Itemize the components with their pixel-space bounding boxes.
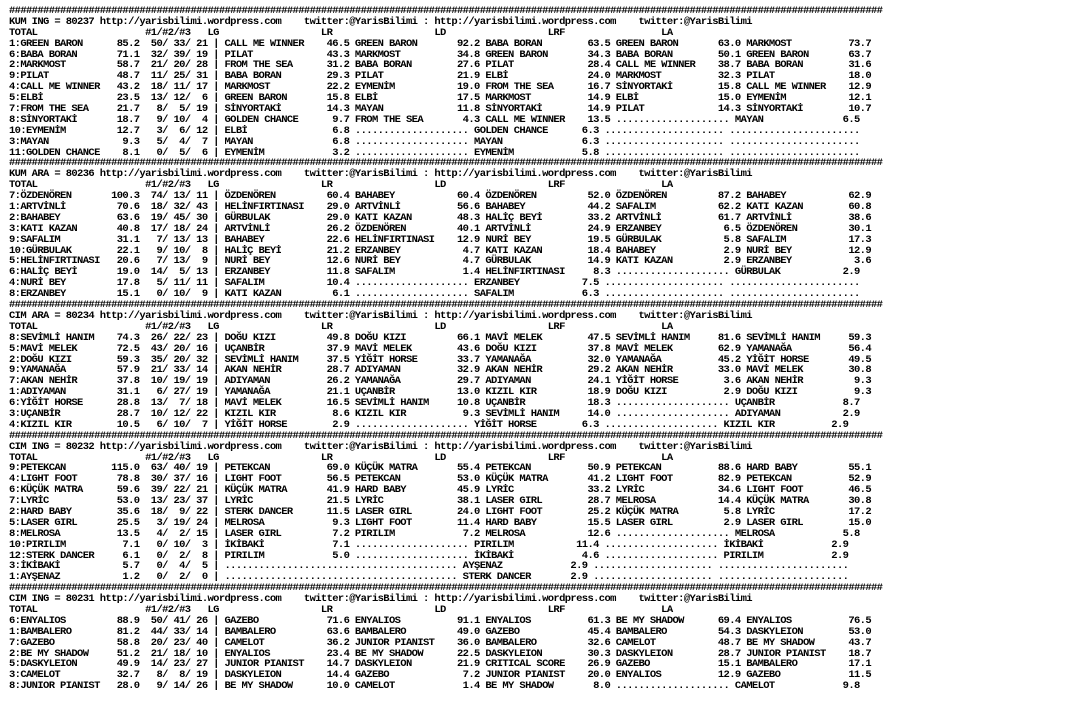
separator-line: ########################################################################################################################################################## — [9, 299, 883, 312]
table-row: 9:PETEKCAN 115.0 63/ 40/ 19 | PETEKCAN 69.0 KÜÇÜK MATRA 55.4 PETEKCAN 50.9 PETEKCAN 88.6 HARD BABY 55.1 — [9, 462, 871, 475]
table-row: 3:CAMELOT 32.7 8/ 8/ 19 | DASKYLEION 14.4 GAZEBO 7.2 JUNIOR PIANIST 20.0 ENYALIOS 12.9 GAZEBO 11.5 — [9, 669, 871, 682]
table-row: 6:YİĞİT HORSE 28.8 13/ 7/ 18 | MAVİ MELEK 16.5 SEVİMLİ HANIM 10.8 UÇANBİR 18.3 .................... UÇANBİR 8.7 — [9, 397, 860, 410]
table-row: CIM ARA = 80234 http://yarisbilimi.wordpress.com twitter:@YarisBilimi : http://yarisbilimi.wordpress.com twitter:@YarisBilimi — [9, 309, 752, 322]
table-row: 2:BAHABEY 63.6 19/ 45/ 30 | GÜRBULAK 29.0 KATI KAZAN 48.3 HALİÇ BEYİ 33.2 ARTVİNLİ 61.7 ARTVİNLİ 38.6 — [9, 211, 871, 224]
table-row: 5:ELBİ 23.5 13/ 12/ 6 | GREEN BARON 15.8 ELBİ 17.5 MARKMOST 14.9 ELBİ 15.0 EYMENİM 12.1 — [9, 92, 871, 105]
table-row: 7:FROM THE SEA 21.7 8/ 5/ 19 | SİNYORTAKİ 14.3 MAYAN 11.8 SİNYORTAKİ 14.9 PILAT 14.3 SİNYORTAKİ 10.7 — [9, 103, 871, 116]
table-row: 7:GAZEBO 58.8 20/ 23/ 40 | CAMELOT 36.2 JUNIOR PIANIST 36.0 BAMBALERO 32.6 CAMELOT 48.7 BE MY SHADOW 43.7 — [9, 636, 871, 649]
table-row: 6:BABA BORAN 71.1 32/ 39/ 19 | PILAT 43.3 MARKMOST 34.8 GREEN BARON 34.3 BABA BORAN 50.1 GREEN BARON 63.7 — [9, 48, 871, 61]
table-row: 9:SAFALIM 31.1 7/ 13/ 13 | BAHABEY 22.6 HELİNFIRTINASI 12.9 NURİ BEY 19.5 GÜRBULAK 5.8 SAFALIM 17.3 — [9, 233, 871, 246]
table-row: 11:GOLDEN CHANCE 8.1 0/ 5/ 6 | EYMENİM 3.2 .................... EYMENİM 5.8 ..................... ....................... — [9, 146, 860, 159]
table-row: TOTAL #1/#2/#3 LG LR LD LRF LA — [9, 603, 673, 616]
table-row: 4:CALL ME WINNER 43.2 18/ 11/ 17 | MARKMOST 22.2 EYMENİM 19.0 FROM THE SEA 16.7 SİNYORTAKİ 15.8 CALL ME WINNER 12.9 — [9, 81, 871, 94]
table-row: 1:AYŞENAZ 1.2 0/ 2/ 0 | ......................................... STERK DANCER 2.9 ..................... ....................... — [9, 571, 849, 584]
table-row: 7:ÖZDENÖREN 100.3 74/ 13/ 11 | ÖZDENÖREN 60.4 BAHABEY 60.4 ÖZDENÖREN 52.0 ÖZDENÖREN 87.2 BAHABEY 62.9 — [9, 190, 871, 203]
separator-line: ########################################################################################################################################################## — [9, 157, 883, 170]
table-row: 4:LIGHT FOOT 78.8 30/ 37/ 16 | LIGHT FOOT 56.5 PETEKCAN 53.0 KÜÇÜK MATRA 41.2 LIGHT FOOT 82.9 PETEKCAN 52.9 — [9, 473, 871, 486]
table-row: KUM ING = 80237 http://yarisbilimi.wordpress.com twitter:@YarisBilimi : http://yarisbilimi.wordpress.com twitter:@YarisBilimi — [9, 15, 752, 28]
table-row: KUM ARA = 80236 http://yarisbilimi.wordpress.com twitter:@YarisBilimi : http://yarisbilimi.wordpress.com twitter:@YarisBilimi — [9, 168, 752, 181]
table-row: 9:YAMANAĞA 57.9 21/ 33/ 14 | AKAN NEHİR 28.7 ADIYAMAN 32.9 AKAN NEHİR 29.2 AKAN NEHİR 33.0 MAVİ MELEK 30.8 — [9, 364, 871, 377]
table-row: 12:STERK DANCER 6.1 0/ 2/ 8 | PIRILIM 5.0 .................... İKİBAKİ 4.6 .................... PIRILIM 2.9 — [9, 549, 849, 562]
table-row: 3:KATI KAZAN 40.8 17/ 18/ 24 | ARTVİNLİ 26.2 ÖZDENÖREN 40.1 ARTVİNLİ 24.9 ERZANBEY 6.5 ÖZDENÖREN 30.1 — [9, 222, 871, 235]
table-row: 2:MARKMOST 58.7 21/ 20/ 28 | FROM THE SEA 31.2 BABA BORAN 27.6 PILAT 28.4 CALL ME WINNER 38.7 BABA BORAN 31.6 — [9, 59, 871, 72]
table-row: 4:KIZIL KIR 10.5 6/ 10/ 7 | YİĞİT HORSE 2.9 .................... YİĞİT HORSE 6.3 .................... KIZIL KIR 2.9 — [9, 418, 849, 431]
table-row: 8:JUNIOR PIANIST 28.0 9/ 14/ 26 | BE MY SHADOW 10.0 CAMELOT 1.4 BE MY SHADOW 8.0 .................... CAMELOT 9.8 — [9, 680, 860, 693]
separator-line: ########################################################################################################################################################## — [9, 429, 883, 442]
table-row: TOTAL #1/#2/#3 LG LR LD LRF LA — [9, 26, 673, 39]
table-row: 8:SİNYORTAKİ 18.7 9/ 10/ 4 | GOLDEN CHANCE 9.7 FROM THE SEA 4.3 CALL ME WINNER 13.5 .................... MAYAN 6.5 — [9, 113, 860, 126]
table-row: 6:ENYALIOS 88.9 50/ 41/ 26 | GAZEBO 71.6 ENYALIOS 91.1 ENYALIOS 61.3 BE MY SHADOW 69.4 ENYALIOS 76.5 — [9, 614, 871, 627]
table-row: 8:ERZANBEY 15.1 0/ 10/ 9 | KATI KAZAN 6.1 .................... SAFALIM 6.3 ..................... ....................... — [9, 288, 860, 301]
table-row: 5:LASER GIRL 25.5 3/ 19/ 24 | MELROSA 9.3 LIGHT FOOT 11.4 HARD BABY 15.5 LASER GIRL 2.9 LASER GIRL 15.0 — [9, 516, 871, 529]
table-row: 2:BE MY SHADOW 51.2 21/ 18/ 10 | ENYALIOS 23.4 BE MY SHADOW 22.5 DASKYLEION 30.3 DASKYLEION 28.7 JUNIOR PIANIST 18.7 — [9, 647, 871, 660]
table-row: TOTAL #1/#2/#3 LG LR LD LRF LA — [9, 320, 673, 333]
table-row: 1:ARTVİNLİ 70.6 18/ 32/ 43 | HELİNFIRTINASI 29.0 ARTVİNLİ 56.6 BAHABEY 44.2 SAFALIM 62.2 KATI KAZAN 60.8 — [9, 201, 871, 214]
table-row: 8:SEVİMLİ HANIM 74.3 26/ 22/ 23 | DOĞU KIZI 49.8 DOĞU KIZI 66.1 MAVİ MELEK 47.5 SEVİMLİ HANIM 81.6 SEVİMLİ HANIM 59.3 — [9, 331, 871, 344]
table-row: 3:İKİBAKİ 5.7 0/ 4/ 5 | ......................................... AYŞENAZ 2.9 ..................... ....................... — [9, 560, 849, 573]
table-row: 5:MAVİ MELEK 72.5 43/ 20/ 16 | UÇANBİR 37.9 MAVİ MELEK 43.6 DOĞU KIZI 37.8 MAVİ MELEK 62.9 YAMANAĞA 56.4 — [9, 342, 871, 355]
table-row: 3:MAYAN 9.3 5/ 4/ 7 | MAYAN 6.8 .................... MAYAN 6.3 ..................... ....................... — [9, 135, 860, 148]
table-row: 7:LYRİC 53.0 13/ 23/ 37 | LYRİC 21.5 LYRİC 38.1 LASER GIRL 28.7 MELROSA 14.4 KÜÇÜK MATRA 30.8 — [9, 495, 871, 508]
table-row: TOTAL #1/#2/#3 LG LR LD LRF LA — [9, 451, 673, 464]
table-row: 2:HARD BABY 35.6 18/ 9/ 22 | STERK DANCER 11.5 LASER GIRL 24.0 LIGHT FOOT 25.2 KÜÇÜK MATRA 5.8 LYRİC 17.2 — [9, 505, 871, 518]
table-row: 1:BAMBALERO 81.2 44/ 33/ 14 | BAMBALERO 63.6 BAMBALERO 49.0 GAZEBO 45.4 BAMBALERO 54.3 DASKYLEION 53.0 — [9, 625, 871, 638]
table-row: 3:UÇANBİR 28.7 10/ 12/ 22 | KIZIL KIR 8.6 KIZIL KIR 9.3 SEVİMLİ HANIM 14.0 .................... ADIYAMAN 2.9 — [9, 407, 860, 420]
table-row: 2:DOĞU KIZI 59.3 35/ 20/ 32 | SEVİMLİ HANIM 37.5 YİĞİT HORSE 33.7 YAMANAĞA 32.0 YAMANAĞA 45.2 YİĞİT HORSE 49.5 — [9, 353, 871, 366]
table-row: 5:DASKYLEION 49.9 14/ 23/ 27 | JUNIOR PIANIST 14.7 DASKYLEION 21.9 CRITICAL SCORE 26.9 GAZEBO 15.1 BAMBALERO 17.1 — [9, 658, 871, 671]
table-row: 10:GÜRBULAK 22.1 9/ 10/ 8 | HALİÇ BEYİ 21.2 ERZANBEY 4.7 KATI KAZAN 18.4 BAHABEY 2.9 NURİ BEY 12.9 — [9, 244, 871, 257]
separator-line: ########################################################################################################################################################## — [9, 582, 883, 595]
table-row: TOTAL #1/#2/#3 LG LR LD LRF LA — [9, 179, 673, 192]
table-row: 1:GREEN BARON 85.2 50/ 33/ 21 | CALL ME WINNER 46.5 GREEN BARON 92.2 BABA BORAN 63.5 GREEN BARON 63.0 MARKMOST 73.7 — [9, 37, 871, 50]
table-row: 8:MELROSA 13.5 4/ 2/ 15 | LASER GIRL 7.2 PIRILIM 7.2 MELROSA 12.6 .................... MELROSA 5.8 — [9, 527, 860, 540]
table-row: 1:ADIYAMAN 31.1 6/ 27/ 19 | YAMANAĞA 21.1 UÇANBİR 13.0 KIZIL KIR 18.9 DOĞU KIZI 2.9 DOĞU KIZI 9.3 — [9, 386, 871, 399]
table-row: 6:HALİÇ BEYİ 19.0 14/ 5/ 13 | ERZANBEY 11.8 SAFALIM 1.4 HELİNFIRTINASI 8.3 .................... GÜRBULAK 2.9 — [9, 266, 860, 279]
table-row: 10:EYMENİM 12.7 3/ 6/ 12 | ELBİ 6.8 .................... GOLDEN CHANCE 6.3 ..................... ....................... — [9, 124, 860, 137]
table-row: 10:PIRILIM 7.1 0/ 10/ 3 | İKİBAKİ 7.1 .................... PIRILIM 11.4 .................... İKİBAKİ 2.9 — [9, 538, 849, 551]
separator-line: ########################################################################################################################################################## — [9, 5, 883, 17]
table-row: 4:NURİ BEY 17.8 5/ 11/ 11 | SAFALIM 10.4 .................... ERZANBEY 7.5 ..................... ....................... — [9, 277, 860, 290]
table-row: 7:AKAN NEHİR 37.8 10/ 19/ 19 | ADIYAMAN 26.2 YAMANAĞA 29.7 ADIYAMAN 24.1 YİĞİT HORSE 3.6 AKAN NEHİR 9.3 — [9, 375, 871, 388]
table-row: CIM ING = 80231 http://yarisbilimi.wordpress.com twitter:@YarisBilimi : http://yarisbilimi.wordpress.com twitter:@YarisBilimi — [9, 593, 752, 606]
table-row: CIM ING = 80232 http://yarisbilimi.wordpress.com twitter:@YarisBilimi : http://yarisbilimi.wordpress.com twitter:@YarisBilimi — [9, 440, 752, 453]
table-row: 6:KÜÇÜK MATRA 59.6 39/ 22/ 21 | KÜÇÜK MATRA 41.9 HARD BABY 45.9 LYRİC 33.2 LYRİC 34.6 LIGHT FOOT 46.5 — [9, 484, 871, 497]
table-row: 5:HELİNFIRTINASI 20.6 7/ 13/ 9 | NURİ BEY 12.6 NURİ BEY 4.7 GÜRBULAK 14.9 KATI KAZAN 2.9 ERZANBEY 3.6 — [9, 255, 871, 268]
table-row: 9:PILAT 48.7 11/ 25/ 31 | BABA BORAN 29.3 PILAT 21.9 ELBİ 24.0 MARKMOST 32.3 PILAT 18.0 — [9, 70, 871, 83]
